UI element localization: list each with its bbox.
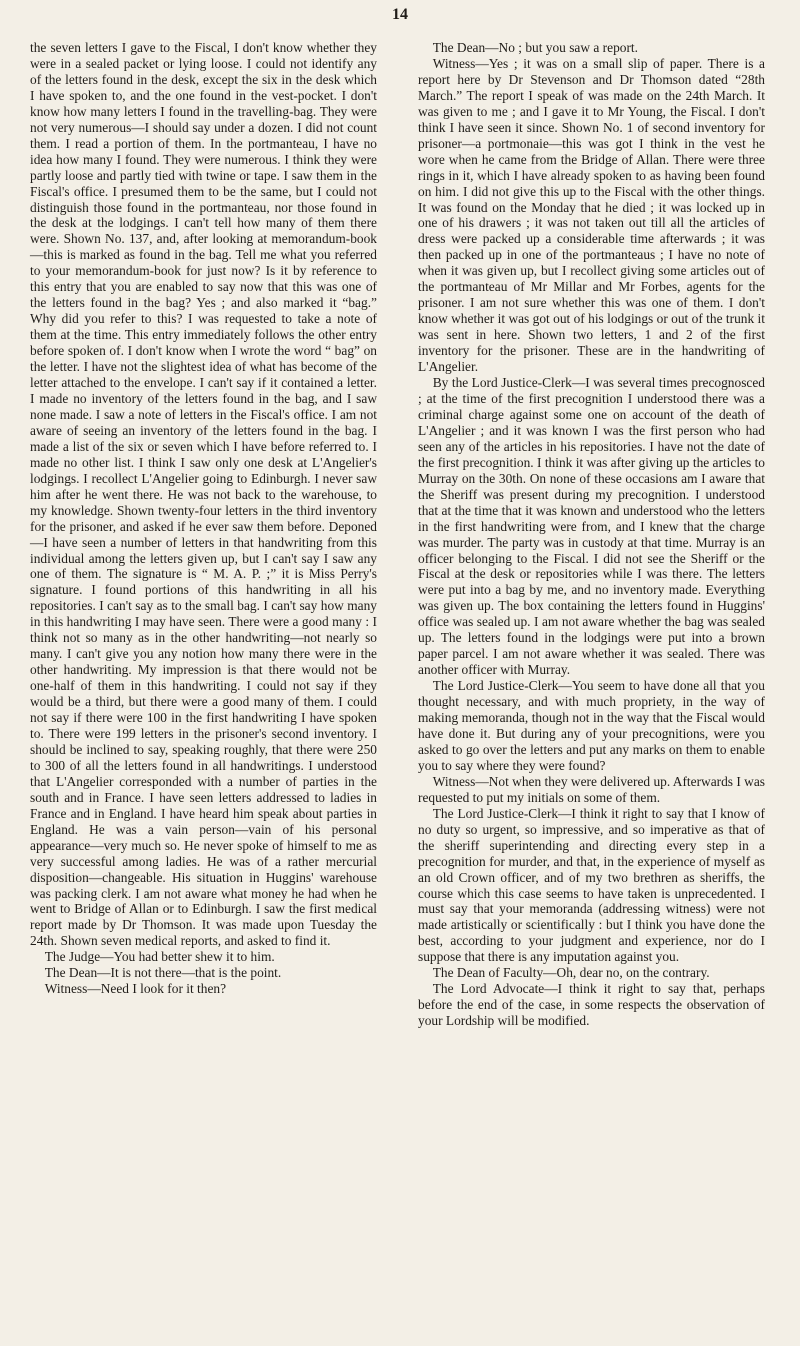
paragraph: Witness—Not when they were delivered up. Afterwards I was requested to put my initials on some of them. (418, 773, 766, 805)
paragraph: The Dean—No ; but you saw a report. (432, 40, 639, 55)
paragraph: the seven letters I gave to the Fiscal, I don't know whether they were in a sealed packet or lying loose. I could not identify any of the letters found in the desk, except the six in the desk which I have spoken to, and the one found in the vest-pocket. I don't know how many letters I found in the travelling-bag. They were not very numerous—I should say under a dozen. I did not count them. I read a portion of them. In the portmanteau, I have no idea how many I found. They were numerous. I think they were partly loose and partly tied with twine or tape. I saw them in the Fiscal's office. I presumed them to be the same, but I could not distinguish those found in the portmanteau, nor those found in the desk at the lodgings. I can't tell how many of them there were. Shown No. 137, and, after looking at memorandum-book—this is marked as found in the bag. Tell me what you referred to your memorandum-book for just now? Is it by reference to this entry that you are enabled to say now that this was one of the letters found in the bag? Yes ; and also marked it “bag.” Why did you refer to this? I was requested to take a note of them at the time. This entry immediately follows the other entry before spoken of. I don't know when I wrote the word “ bag” on the letter. I have not the slightest idea of what has become of the letter attached to the envelope. I can't say if it contained a letter. I made no inventory of the letters found in the bag, and I saw none made. I saw a note of letters in the Fiscal's office. I am not aware of seeing an inventory of the letters found in the bag. I made a list of the six or seven which I have before referred to. I made no other list. I think I saw only one desk at L'Angelier's lodgings. I recollect L'Angelier going to Edinburgh. I never saw him after he went there. He was not back to the warehouse, to my knowledge. Shown twenty-four letters in the third inventory for the prisoner, and asked if he ever saw them before. Deponed—I have seen a number of letters in that handwriting from this individual among the letters given up, but I can't say I saw any one of them. The signature is “ M. A. P. ;” it is Miss Perry's signature. I found portions of this handwriting in all his repositories. I can't say as to the small bag. I can't say how many in this handwriting I may have seen. There were a good many : I think not so many as in the other handwriting—not nearly so many. I can't give you any notion how many there were in the other handwriting. My impression is that there would not be one-half of them in this handwriting. I could not say if they would be a third, but there were a good many of them. I could not say if there were 100 in the first handwriting I have spoken to. There were 199 letters in the prisoner's second inventory. I should be inclined to say, speaking roughly, that there were 250 to 300 of all the letters found in all handwritings. I understood that L'Angelier corresponded with a number of parties in the south and in France. I have seen letters addressed to ladies in France and in England. I have heard him speak about parties in England. He was a vain person—vain of his personal appearance—very much so. He never spoke of himself to me as very successful among ladies. He was of a rather mercurial disposition—changeable. His situation in Huggins' warehouse was packing clerk. I am not aware what money he had when he went to Bridge of Allan or to Edinburgh. I saw the first medical report made by Dr Thomson. It was made upon Tuesday the 24th. Shown seven medical reports, and asked to find it. (30, 40, 377, 949)
paragraph: By the Lord Justice-Clerk—I was several times precognosced ; at the time of the first precognition I understood there was a criminal charge against some one on account of the death of L'Angelier ; and it was known I was the first person who had seen any of the articles in his repositories. I have not the date of the first precognition. I think it was after giving up the articles to Murray on the 30th. On none of these occasions am I aware that the Sheriff was present during my precognition. I understood that at the time that it was known and understood who the letters in the first handwriting were from, and I knew that the charge was murder. The party was in custody at that time. Murray is an officer belonging to the Fiscal. I did not see the Sheriff or the Fiscal at the desk or repositories while I was there. The letters were put into a bag by me, and no inventory made. Everything was given up. The box containing the letters found in Huggins' office was sealed up. I am not aware whether the bag was sealed up. The letters found in the lodgings were put into a brown paper parcel. I am not aware whether it was sealed. There was another officer with Murray. (418, 375, 765, 678)
paragraph: The Dean—It is not there—that is the point. (44, 965, 282, 981)
paragraph: The Judge—You had better shew it to him. (44, 949, 275, 965)
paragraph: Witness—Need I look for it then? (44, 981, 227, 997)
right-column (418, 40, 765, 1029)
paragraph: The Lord Justice-Clerk—I think it right to say that I know of no duty so urgent, so impressive, and so imperative as that of the sheriff superintending and directing every step in a precognition for murder, and that, in the experience of myself as an old Crown officer, and of my two brethren as sheriffs, the course which this case seems to have taken is unprecedented. I must say that your memoranda (addressing witness) were not made artistically or scientifically : but I think you have done the best, according to your judgment and experience, nor do I suppose that there is any imputation against you. (418, 805, 765, 965)
paragraph: Witness—Yes ; it was on a small slip of paper. There is a report here by Dr Stevenson and Dr Thomson dated “28th March.” The report I speak of was made on the 24th March. It was given to me ; and I gave it to Mr Young, the Fiscal. I don't think I have seen it since. Shown No. 1 of second inventory for prisoner—a portmonaie—this was got I think in the vest he wore when he came from the Bridge of Allan. There were three rings in it, which I have already spoken to as having been found on him. I did not give this up to the Fiscal with the other things. It was found on the Monday that he died ; it was locked up in one of his drawers ; it was not taken out till all the articles of dress were packed up a considerable time afterwards ; it was then packed up in one of the portmanteaus ; I have no note of when it was given up, but I recollect giving some articles out of the portmanteau of Mr Millar and Mr Forbes, agents for the prisoner. I am not sure whether this was one of them. I don't know whether it was got out of his lodgings or out of the trunk it was sent in here. Shown two letters, 1 and 2 of the first inventory for the prisoner. These are in the handwriting of L'Angelier. (418, 55, 765, 375)
left-column (30, 40, 377, 997)
page-number: 14 (392, 6, 408, 23)
paragraph: The Lord Justice-Clerk—You seem to have done all that you thought necessary, and with much propriety, in the way of making memoranda, though not in the way that the Fiscal would have done it. But during any of your precognitions, were you asked to go over the letters and put any marks on them to enable you to say where they were found? (418, 678, 765, 773)
paragraph: The Lord Advocate—I think it right to say that, perhaps before the end of the case, in some respects the observation of your Lordship will be modified. (418, 981, 765, 1029)
paragraph: The Dean of Faculty—Oh, dear no, on the contrary. (432, 965, 710, 981)
